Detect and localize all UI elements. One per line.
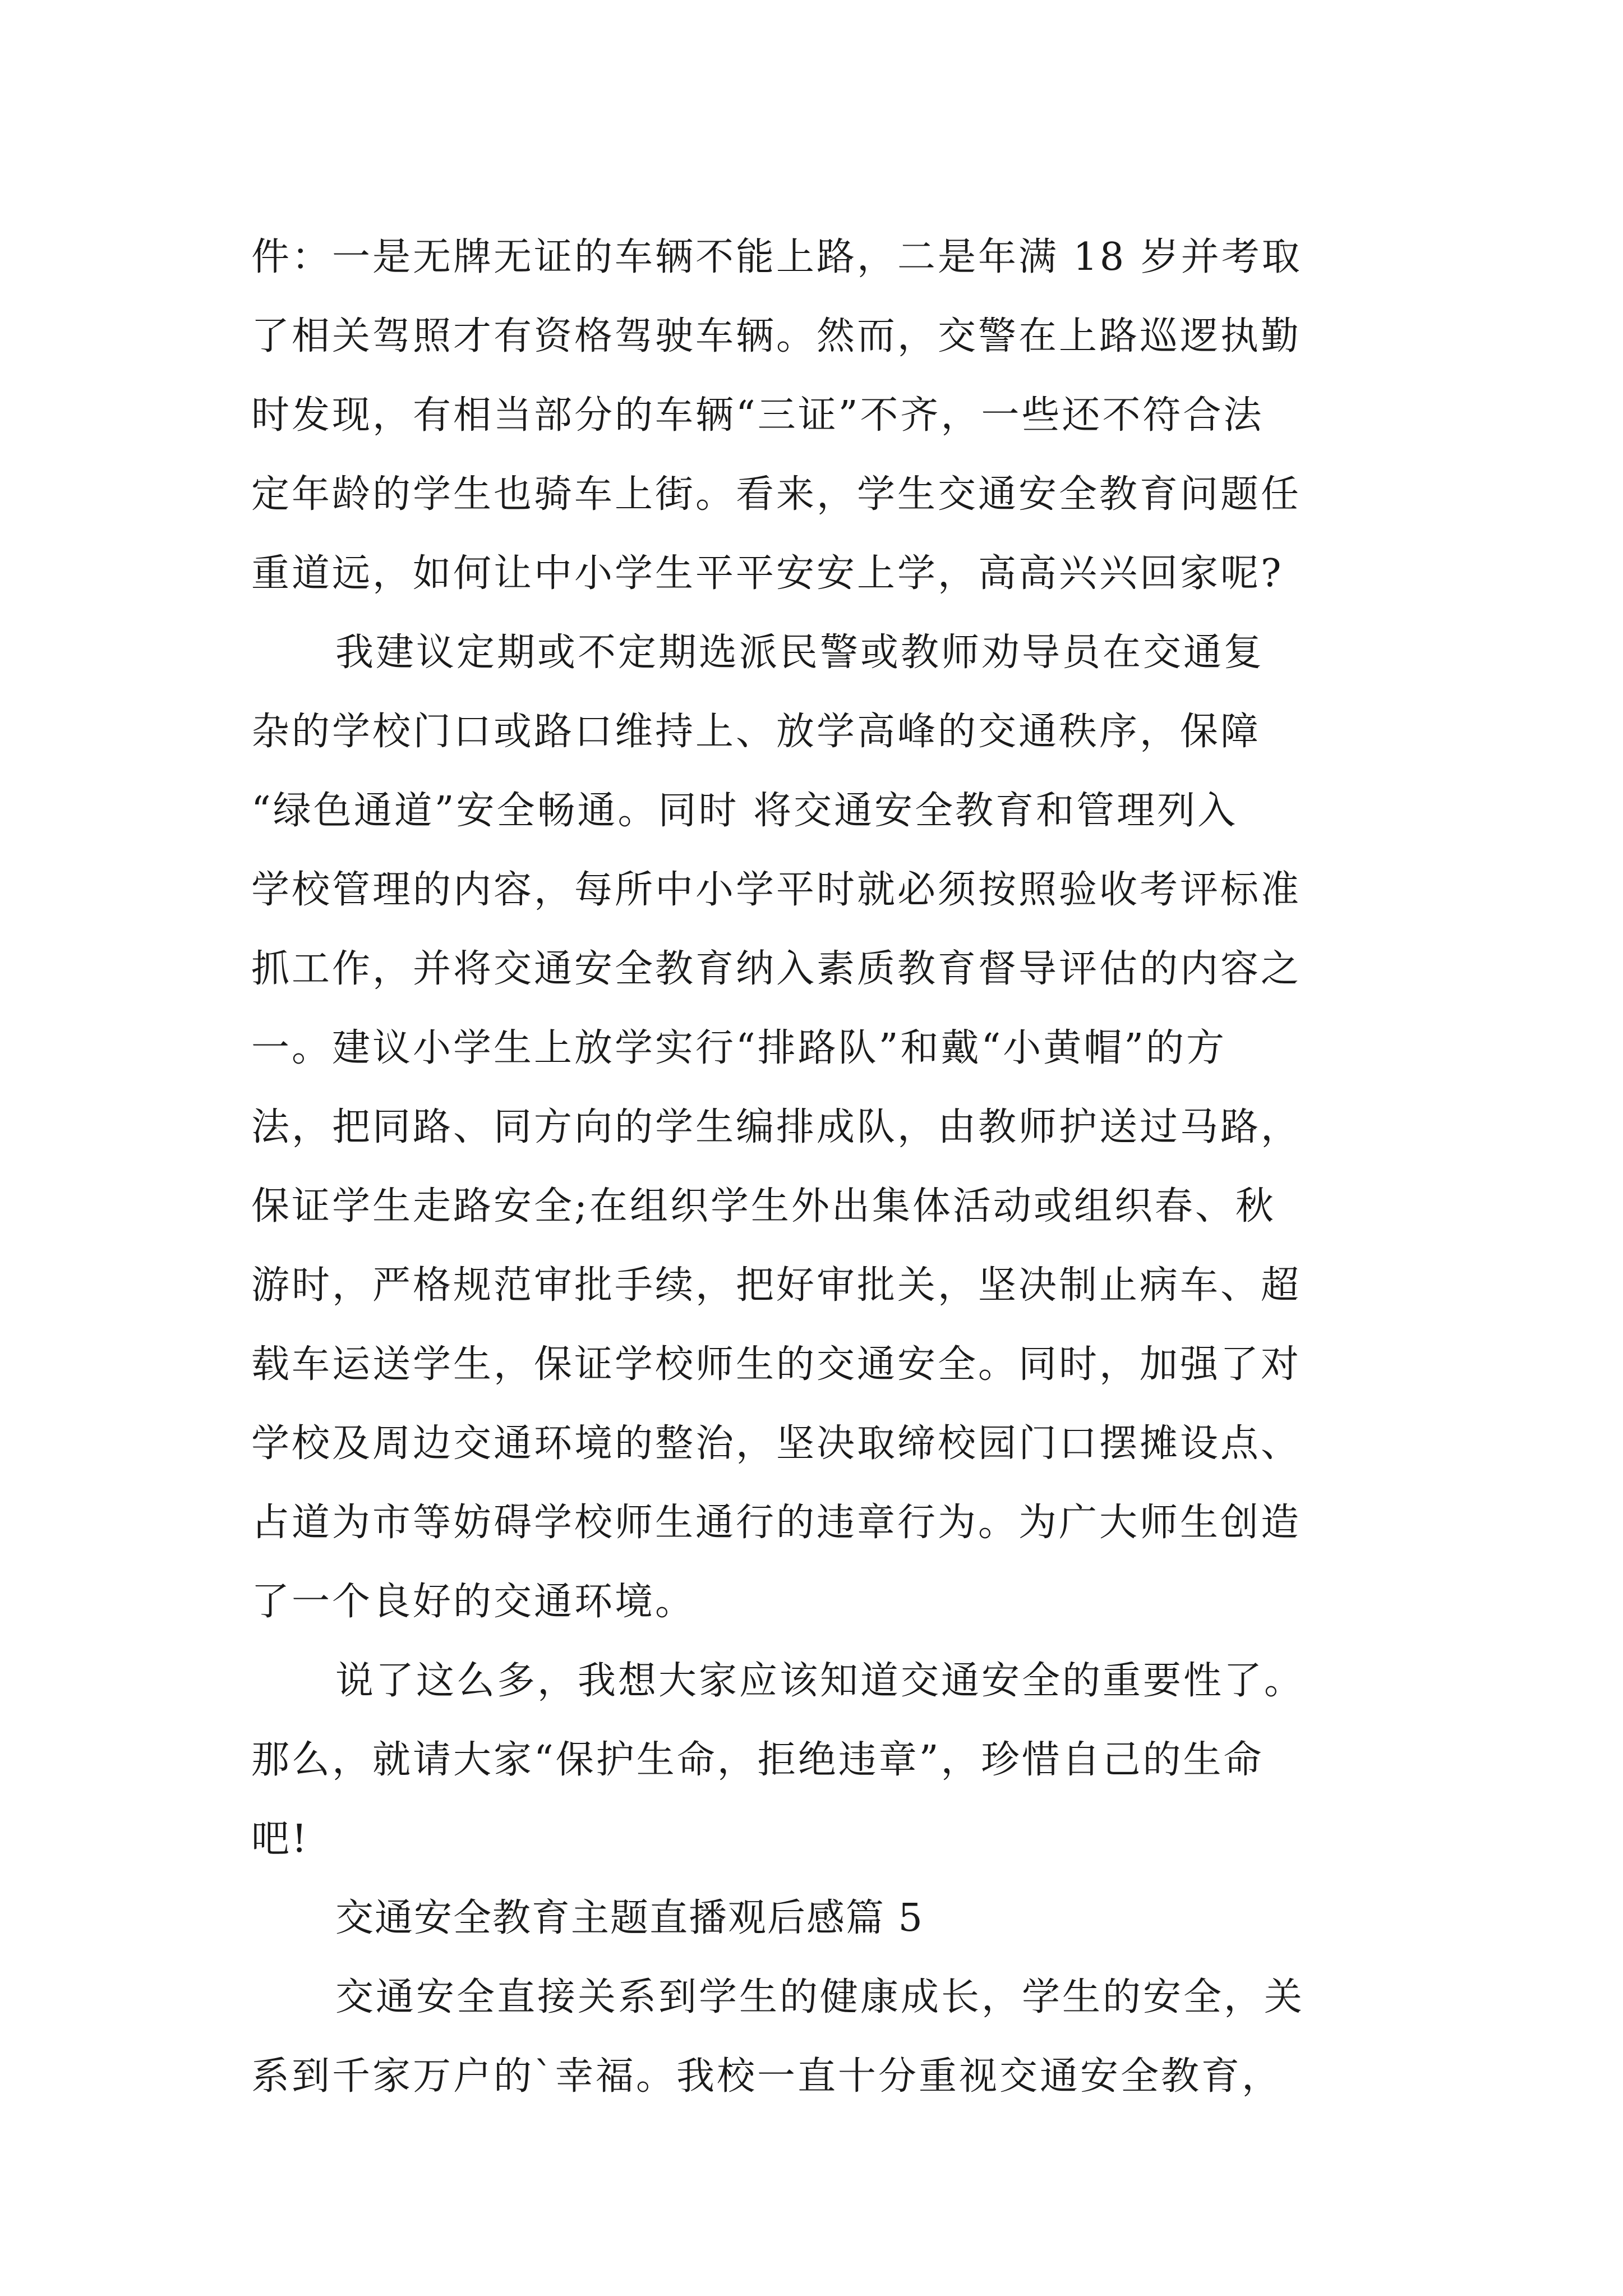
text-line: 法，把同路、同方向的学生编排成队，由教师护送过马路， [251, 1105, 1302, 1149]
text-line: 系到千家万户的`幸福。我校一直十分重视交通安全教育， [251, 2054, 1283, 2099]
text-line: 一。建议小学生上放学实行“排路队”和戴“小黄帽”的方 [251, 1026, 1227, 1070]
section-heading: 交通安全教育主题直播观后感篇 5 [335, 1896, 924, 1940]
text-line: 占道为市等妨碍学校师生通行的违章行为。为广大师生创造 [251, 1501, 1302, 1545]
body-text [251, 218, 1390, 2116]
text-line: 了一个良好的交通环境。 [251, 1580, 696, 1624]
text-line: 载车运送学生，保证学校师生的交通安全。同时，加强了对 [251, 1342, 1302, 1387]
text-line: 定年龄的学生也骑车上街。看来，学生交通安全教育问题任 [251, 472, 1302, 517]
text-line: 杂的学校门口或路口维持上、放学高峰的交通秩序，保障 [251, 710, 1261, 754]
text-line: 抓工作，并将交通安全教育纳入素质教育督导评估的内容之 [251, 947, 1302, 991]
text-line: 我建议定期或不定期选派民警或教师劝导员在交通复 [335, 631, 1265, 675]
text-line: 吧! [251, 1817, 310, 1861]
text-line: 学校及周边交通环境的整治，坚决取缔校园门口摆摊设点、 [251, 1421, 1302, 1466]
text-line: “绿色通道”安全畅通。同时 将交通安全教育和管理列入 [251, 789, 1238, 833]
text-line: 学校管理的内容，每所中小学平时就必须按照验收考评标准 [251, 868, 1302, 912]
text-line: 说了这么多，我想大家应该知道交通安全的重要性了。 [335, 1659, 1305, 1703]
text-line: 件：一是无牌无证的车辆不能上路，二是年满 18 岁并考取 [251, 235, 1302, 279]
text-line: 交通安全直接关系到学生的健康成长，学生的安全，关 [335, 1975, 1305, 2019]
text-line: 了相关驾照才有资格驾驶车辆。然而，交警在上路巡逻执勤 [251, 314, 1302, 358]
text-line: 时发现，有相当部分的车辆“三证”不齐，一些还不符合法 [251, 393, 1264, 438]
text-line: 那么，就请大家“保护生命，拒绝违章”，珍惜自己的生命 [251, 1738, 1264, 1782]
text-line: 游时，严格规范审批手续，把好审批关，坚决制止病车、超 [251, 1263, 1302, 1308]
text-line: 保证学生走路安全;在组织学生外出集体活动或组织春、秋 [251, 1184, 1276, 1228]
text-line: 重道远，如何让中小学生平平安安上学，高高兴兴回家呢? [251, 551, 1284, 596]
